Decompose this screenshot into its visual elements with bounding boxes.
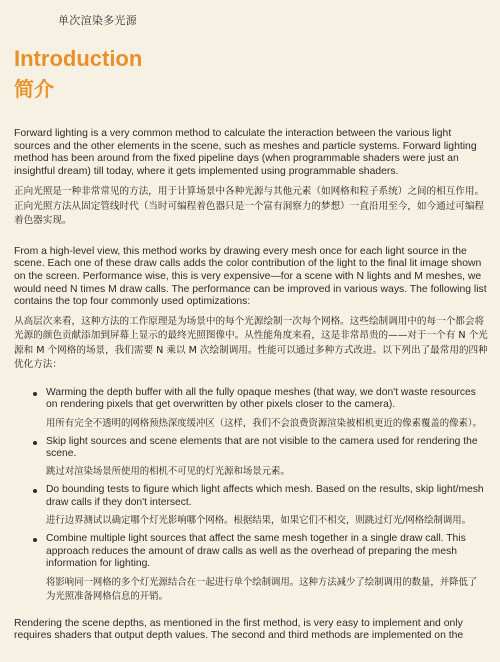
- list-item-chinese: 进行边界测试以确定哪个灯光影响哪个网格。根据结果，如果它们不相交，则跳过灯光/网格绘制调用。: [46, 515, 472, 527]
- paragraph-2-english: From a high-level view, this method works by drawing every mesh once for each light source in the scene. Each one of these draw calls adds the color contribution of the light to the final lit image shown on the screen. Performance wise, this is very expensive—for a scene with N lights and M meshes, we would need N times M draw calls. The performance can be improved in various ways. The following list contains the top four commonly used optimizations:: [14, 245, 487, 308]
- bullet-icon: [33, 538, 37, 542]
- list-item-english: Do bounding tests to figure which light affects which mesh. Based on the results, skip light/mesh draw calls if they don't intersect.: [46, 484, 484, 508]
- list-item-chinese: 用所有完全不透明的网格预热深度缓冲区（这样，我们不会浪费资源渲染被相机更近的像素覆盖的像素）。: [46, 417, 482, 429]
- optimization-list: [14, 387, 488, 604]
- list-item: [46, 436, 488, 480]
- bullet-icon: [33, 489, 37, 493]
- paragraph-1-chinese: 正向光照是一种非常常见的方法，用于计算场景中各种光源与其他元素（如网格和粒子系统）之间的相互作用。正向光照方法从固定管线时代（当时可编程着色器只是一个富有洞察力的梦想）一直沿用至今，如今通过可编程着色器实现。: [14, 186, 485, 227]
- paragraph-2-chinese: 从高层次来看，这种方法的工作原理是为场景中的每个光源绘制一次每个网格。这些绘制调用中的每一个都会将光源的颜色贡献添加到屏幕上显示的最终光照图像中。从性能角度来看，这是非常昂贵的——对于一个有 N 个光源和 M 个网格的场景，我们需要 N 乘以 M 次绘制调用。性能可以通过多种方式改进。以下列出了最常用的四种优化方法：: [14, 315, 488, 371]
- section-title-english: Introduction: [14, 46, 143, 71]
- bullet-icon: [33, 441, 37, 445]
- list-item: [46, 533, 488, 603]
- list-item: [46, 387, 488, 431]
- header-note: 单次渲染多光源: [58, 15, 138, 27]
- paragraph-1-english: Forward lighting is a very common method to calculate the interaction between the various light sources and the other elements in the scene, such as meshes and particle systems. Forward lighting method has been around from the fixed pipeline days (when programmable shaders were just an insightful dream) till today, where it gets implemented using programmable shaders.: [14, 128, 477, 177]
- list-item-english: Skip light sources and scene elements that are not visible to the camera used for rendering the scene.: [46, 435, 478, 460]
- list-item: [46, 484, 488, 528]
- paragraph-3-english: Rendering the scene depths, as mentioned in the first method, is very easy to implement and only requires shaders that output depth values. The second and third methods are implemented on the: [14, 617, 464, 642]
- bullet-icon: [33, 392, 37, 396]
- list-item-english: Warming the depth buffer with all the fully opaque meshes (that way, we don't waste resources on rendering pixels that get overwritten by other pixels closer to the camera).: [46, 386, 476, 411]
- list-item-chinese: 跳过对渲染场景所使用的相机不可见的灯光源和场景元素。: [46, 466, 290, 478]
- section-title-chinese: 简介: [14, 77, 54, 101]
- list-item-english: Combine multiple light sources that affect the same mesh together in a single draw call. This approach reduces the amount of draw calls as well as the overhead of preparing the mesh information for lighting.: [46, 533, 466, 570]
- list-item-chinese: 将影响同一网格的多个灯光源结合在一起进行单个绘制调用。这种方法减少了绘制调用的数量，并降低了为光照准备网格信息的开销。: [46, 576, 478, 602]
